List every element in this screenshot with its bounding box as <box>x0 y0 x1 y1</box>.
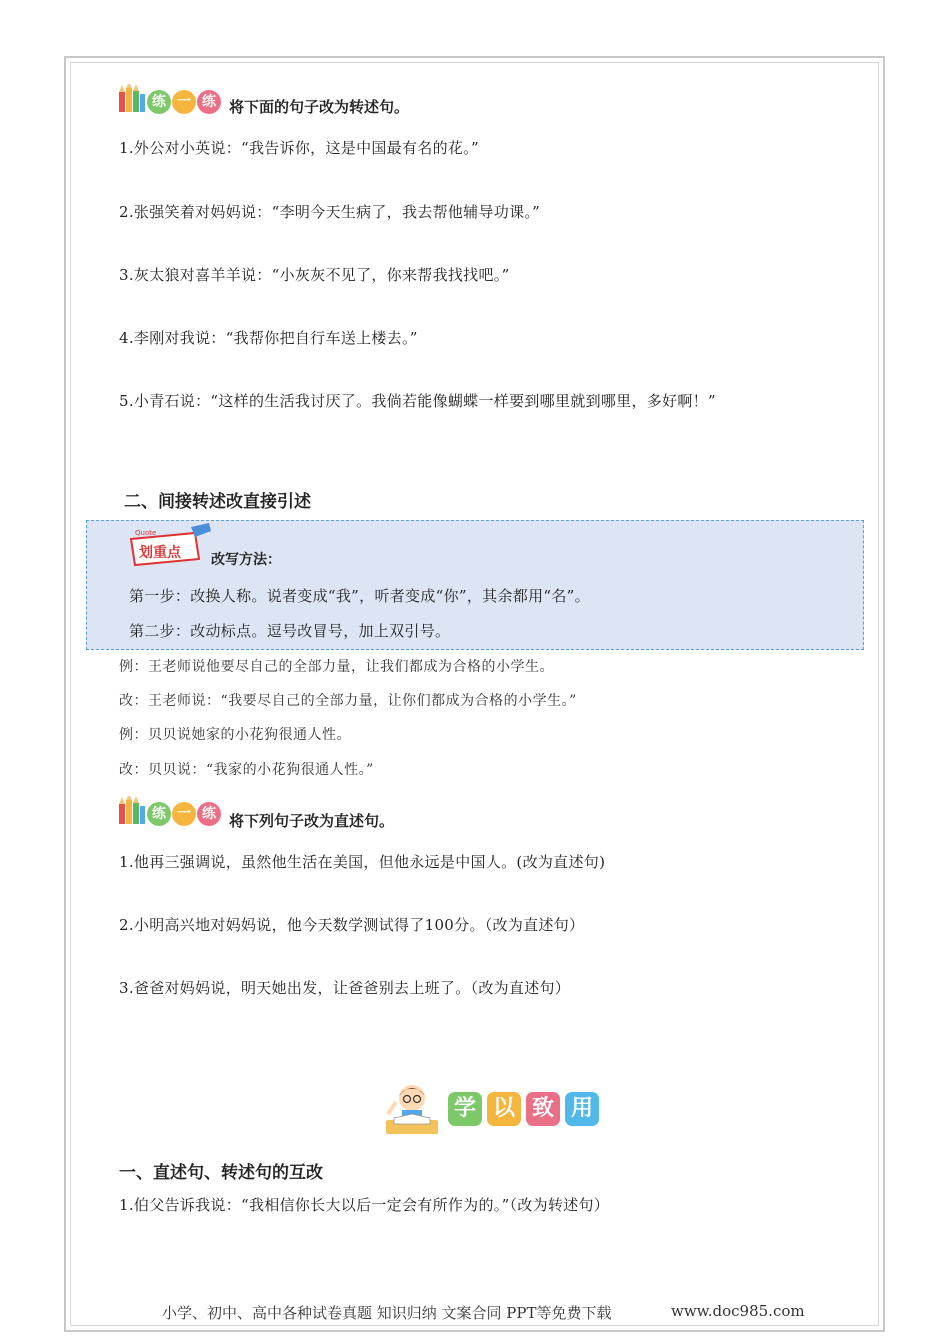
key-point-label: 划重点 <box>139 545 181 561</box>
badge-char: 练 <box>197 90 221 114</box>
question: 4.李刚对我说：“我帮你把自行车送上楼去。” <box>119 329 418 347</box>
apply-char: 学 <box>448 1092 482 1126</box>
example-line: 改：王老师说：“我要尽自己的全部力量，让你们都成为合格的小学生。” <box>119 693 577 709</box>
practice-badge <box>118 796 221 826</box>
apply-char: 致 <box>526 1092 560 1126</box>
badge-char: 练 <box>147 802 171 826</box>
student-reading-icon <box>380 1080 442 1138</box>
method-title: 改写方法： <box>211 552 281 568</box>
apply-header <box>380 1080 604 1138</box>
section-title: 二、间接转述改直接引述 <box>124 492 311 512</box>
section-title: 一、直述句、转述句的互改 <box>119 1163 323 1183</box>
question: 1.伯父告诉我说：“我相信你长大以后一定会有所作为的。”（改为转述句） <box>119 1196 610 1214</box>
footer-url[interactable]: www.doc985.com <box>671 1302 805 1320</box>
example-line: 改：贝贝说：“我家的小花狗很通人性。” <box>119 762 374 778</box>
key-point-box <box>86 520 864 650</box>
practice-badge <box>118 84 221 114</box>
example-line: 例：贝贝说她家的小花狗很通人性。 <box>119 727 351 743</box>
badge-char: 练 <box>197 802 221 826</box>
question: 3.灰太狼对喜羊羊说：“小灰灰不见了，你来帮我找找吧。” <box>119 266 510 284</box>
question: 2.小明高兴地对妈妈说，他今天数学测试得了100分。（改为直述句） <box>119 916 585 934</box>
method-step: 第一步：改换人称。说者变成“我”，听者变成“你”，其余都用“名”。 <box>129 587 590 605</box>
question: 5.小青石说：“这样的生活我讨厌了。我倘若能像蝴蝶一样要到哪里就到哪里，多好啊！” <box>119 392 716 410</box>
key-point-badge <box>125 523 213 569</box>
practice-instruction: 将下面的句子改为转述句。 <box>229 98 410 116</box>
method-step: 第二步：改动标点。逗号改冒号，加上双引号。 <box>129 622 451 640</box>
footer-text: 小学、初中、高中各种试卷真题 知识归纳 文案合同 PPT等免费下载 <box>162 1304 612 1322</box>
example-line: 例：王老师说他要尽自己的全部力量，让我们都成为合格的小学生。 <box>119 659 554 675</box>
badge-char: 一 <box>172 802 196 826</box>
practice-instruction: 将下列句子改为直述句。 <box>229 812 395 830</box>
apply-char: 以 <box>487 1092 521 1126</box>
question: 1.他再三强调说，虽然他生活在美国，但他永远是中国人。(改为直述句) <box>119 853 606 871</box>
apply-char: 用 <box>565 1092 599 1126</box>
question: 2.张强笑着对妈妈说：“李明今天生病了，我去帮他辅导功课。” <box>119 203 541 221</box>
quote-label: Quote <box>135 529 157 537</box>
pencils-icon <box>118 796 146 826</box>
badge-char: 练 <box>147 90 171 114</box>
question: 3.爸爸对妈妈说，明天她出发，让爸爸别去上班了。（改为直述句） <box>119 979 571 997</box>
question: 1.外公对小英说：“我告诉你，这是中国最有名的花。” <box>119 139 479 157</box>
badge-char: 一 <box>172 90 196 114</box>
pencils-icon <box>118 84 146 114</box>
